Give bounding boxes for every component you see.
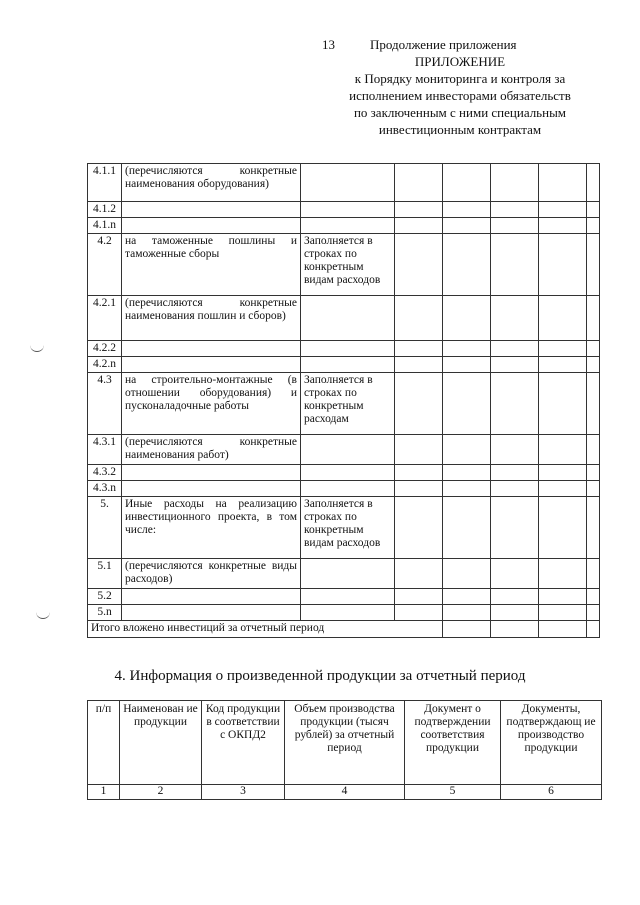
header-cell-name: Наименован ие продукции bbox=[120, 701, 202, 785]
table-cell bbox=[587, 481, 600, 497]
table-cell bbox=[395, 234, 443, 296]
table-cell bbox=[491, 218, 539, 234]
header-cell-volume: Объем производства продукции (тысяч рублей) за отчетный период bbox=[285, 701, 405, 785]
row-number: 4.1.2 bbox=[88, 202, 122, 218]
table-cell bbox=[587, 373, 600, 435]
table-cell bbox=[539, 234, 587, 296]
table-cell bbox=[491, 605, 539, 621]
table-cell bbox=[395, 296, 443, 341]
header-cell-index: п/п bbox=[88, 701, 120, 785]
table-row bbox=[88, 357, 600, 373]
row-number: 5.n bbox=[88, 605, 122, 621]
table-cell bbox=[395, 341, 443, 357]
table-cell bbox=[443, 234, 491, 296]
row-description: на строительно-монтажные (в отношении оборудования) и пусконаладочные работы bbox=[122, 373, 301, 435]
table-row bbox=[88, 234, 600, 296]
table-cell bbox=[443, 164, 491, 202]
investment-table bbox=[87, 163, 600, 638]
table-cell bbox=[395, 357, 443, 373]
table-cell bbox=[587, 605, 600, 621]
table-row bbox=[88, 465, 600, 481]
row-note: Заполняется в строках по конкретным расходам bbox=[301, 373, 395, 435]
table-cell bbox=[587, 357, 600, 373]
table-row bbox=[88, 164, 600, 202]
row-note bbox=[301, 481, 395, 497]
row-description bbox=[122, 218, 301, 234]
row-description: (перечисляются конкретные наименования оборудования) bbox=[122, 164, 301, 202]
table-cell bbox=[443, 559, 491, 589]
table-cell bbox=[539, 465, 587, 481]
table-row bbox=[88, 559, 600, 589]
table-cell bbox=[395, 497, 443, 559]
row-number: 4.2 bbox=[88, 234, 122, 296]
table-cell bbox=[539, 202, 587, 218]
row-number: 5. bbox=[88, 497, 122, 559]
row-note: Заполняется в строках по конкретным видам расходов bbox=[301, 234, 395, 296]
row-note bbox=[301, 559, 395, 589]
table-cell bbox=[395, 559, 443, 589]
index-cell: 5 bbox=[405, 785, 501, 800]
table-cell bbox=[443, 605, 491, 621]
row-note bbox=[301, 605, 395, 621]
table-cell bbox=[539, 357, 587, 373]
table-cell bbox=[587, 465, 600, 481]
table-cell bbox=[395, 435, 443, 465]
table-cell bbox=[443, 621, 491, 638]
table-cell bbox=[491, 373, 539, 435]
table-cell bbox=[587, 341, 600, 357]
table-cell bbox=[443, 481, 491, 497]
table-row bbox=[88, 589, 600, 605]
row-description bbox=[122, 202, 301, 218]
annex-header bbox=[0, 36, 640, 137]
row-description: (перечисляются конкретные наименования пошлин и сборов) bbox=[122, 296, 301, 341]
table-cell bbox=[443, 218, 491, 234]
table-cell bbox=[539, 559, 587, 589]
annex-line-1: к Порядку мониторинга и контроля за bbox=[354, 71, 566, 86]
row-description bbox=[122, 589, 301, 605]
hole-punch-mark bbox=[36, 610, 50, 619]
row-description: Иные расходы на реализацию инвестиционного проекта, в том числе: bbox=[122, 497, 301, 559]
row-description: на таможенные пошлины и таможенные сборы bbox=[122, 234, 301, 296]
annex-title: ПРИЛОЖЕНИЕ bbox=[414, 54, 506, 69]
table-cell bbox=[587, 497, 600, 559]
table-cell bbox=[587, 589, 600, 605]
row-number: 4.1.1 bbox=[88, 164, 122, 202]
index-cell: 6 bbox=[501, 785, 602, 800]
table-cell bbox=[443, 465, 491, 481]
table-cell bbox=[539, 621, 587, 638]
table-cell bbox=[395, 605, 443, 621]
table-cell bbox=[443, 296, 491, 341]
row-description bbox=[122, 481, 301, 497]
table-cell bbox=[395, 164, 443, 202]
table-cell bbox=[539, 218, 587, 234]
row-number: 4.3.2 bbox=[88, 465, 122, 481]
index-cell: 1 bbox=[88, 785, 120, 800]
table-cell bbox=[587, 202, 600, 218]
section-title: 4. Информация о произведенной продукции за отчетный период bbox=[114, 668, 526, 684]
table-cell bbox=[395, 589, 443, 605]
table-cell bbox=[587, 435, 600, 465]
table-cell bbox=[539, 341, 587, 357]
row-note bbox=[301, 296, 395, 341]
table-cell bbox=[539, 164, 587, 202]
row-note: Заполняется в строках по конкретным видам расходов bbox=[301, 497, 395, 559]
index-cell: 4 bbox=[285, 785, 405, 800]
table-cell bbox=[539, 296, 587, 341]
table-cell bbox=[539, 373, 587, 435]
row-number: 4.2.n bbox=[88, 357, 122, 373]
table-cell bbox=[395, 465, 443, 481]
row-number: 4.3 bbox=[88, 373, 122, 435]
row-number: 4.1.n bbox=[88, 218, 122, 234]
table-cell bbox=[539, 481, 587, 497]
table-row bbox=[88, 218, 600, 234]
table-row bbox=[88, 497, 600, 559]
table-cell bbox=[491, 497, 539, 559]
index-cell: 3 bbox=[202, 785, 285, 800]
row-note bbox=[301, 465, 395, 481]
table-cell bbox=[491, 357, 539, 373]
header-cell-code: Код продукции в соответствии с ОКПД2 bbox=[202, 701, 285, 785]
annex-line-3: по заключенным с ними специальным bbox=[353, 105, 567, 120]
index-cell: 2 bbox=[120, 785, 202, 800]
table-row bbox=[88, 341, 600, 357]
table-cell bbox=[395, 218, 443, 234]
production-table bbox=[87, 700, 602, 800]
row-note bbox=[301, 218, 395, 234]
header-cell-documents: Документы, подтверждающ ие производство продукции bbox=[501, 701, 602, 785]
table-row bbox=[88, 481, 600, 497]
header-cell-certificate: Документ о подтверждении соответствия продукции bbox=[405, 701, 501, 785]
table-cell bbox=[395, 481, 443, 497]
table-cell bbox=[443, 202, 491, 218]
table-cell bbox=[395, 373, 443, 435]
page-number: 13 bbox=[322, 37, 335, 52]
table-cell bbox=[539, 435, 587, 465]
table-cell bbox=[443, 589, 491, 605]
table-cell bbox=[539, 497, 587, 559]
row-number: 4.2.1 bbox=[88, 296, 122, 341]
row-note bbox=[301, 357, 395, 373]
row-note bbox=[301, 589, 395, 605]
table-cell bbox=[443, 357, 491, 373]
table-cell bbox=[587, 218, 600, 234]
table-row bbox=[88, 296, 600, 341]
table-cell bbox=[443, 341, 491, 357]
row-note bbox=[301, 435, 395, 465]
annex-line-4: инвестиционным контрактам bbox=[378, 122, 542, 137]
total-label: Итого вложено инвестиций за отчетный период bbox=[88, 621, 443, 638]
row-description: (перечисляются конкретные виды расходов) bbox=[122, 559, 301, 589]
row-description bbox=[122, 605, 301, 621]
table-cell bbox=[443, 497, 491, 559]
table-cell bbox=[395, 202, 443, 218]
table-cell bbox=[491, 435, 539, 465]
table-cell bbox=[587, 234, 600, 296]
table-cell bbox=[587, 164, 600, 202]
row-note bbox=[301, 202, 395, 218]
table-cell bbox=[491, 589, 539, 605]
table-cell bbox=[539, 589, 587, 605]
row-number: 5.1 bbox=[88, 559, 122, 589]
row-note bbox=[301, 341, 395, 357]
table-row bbox=[88, 605, 600, 621]
table-cell bbox=[491, 164, 539, 202]
row-description bbox=[122, 465, 301, 481]
annex-line-2: исполнением инвесторами обязательств bbox=[349, 88, 571, 103]
table-cell bbox=[491, 341, 539, 357]
row-description: (перечисляются конкретные наименования работ) bbox=[122, 435, 301, 465]
row-description bbox=[122, 341, 301, 357]
table-cell bbox=[491, 202, 539, 218]
table-cell bbox=[587, 621, 600, 638]
table-cell bbox=[443, 435, 491, 465]
table-cell bbox=[587, 559, 600, 589]
table-cell bbox=[491, 296, 539, 341]
table-cell bbox=[443, 373, 491, 435]
table-cell bbox=[587, 296, 600, 341]
table-cell bbox=[491, 465, 539, 481]
table-cell bbox=[491, 559, 539, 589]
row-description bbox=[122, 357, 301, 373]
table-cell bbox=[539, 605, 587, 621]
table-cell bbox=[491, 621, 539, 638]
row-number: 4.3.n bbox=[88, 481, 122, 497]
row-note bbox=[301, 164, 395, 202]
row-number: 5.2 bbox=[88, 589, 122, 605]
table-row bbox=[88, 373, 600, 435]
table-row bbox=[88, 202, 600, 218]
table-cell bbox=[491, 481, 539, 497]
row-number: 4.2.2 bbox=[88, 341, 122, 357]
table-cell bbox=[491, 234, 539, 296]
continuation-label: Продолжение приложения bbox=[370, 37, 517, 52]
hole-punch-mark bbox=[30, 343, 44, 352]
row-number: 4.3.1 bbox=[88, 435, 122, 465]
table-row bbox=[88, 435, 600, 465]
